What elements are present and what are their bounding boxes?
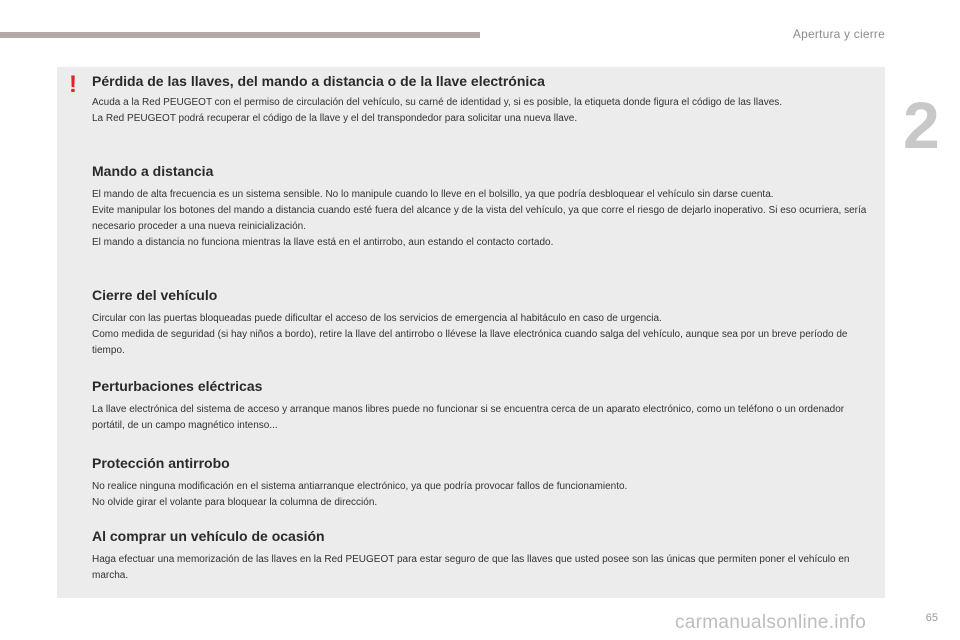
section-vehicle-locking: [92, 287, 877, 359]
section-paragraph: Haga efectuar una memorización de las llaves en la Red PEUGEOT para estar seguro de que las llaves que usted posee son las únicas que permiten poner el vehículo en marcha.: [92, 554, 850, 581]
section-paragraph: Circular con las puertas bloqueadas puede dificultar el acceso de los servicios de emergencia al habitáculo en caso de urgencia.: [92, 313, 662, 324]
section-paragraph: Evite manipular los botones del mando a distancia cuando esté fuera del alcance y de la vista del vehículo, ya que corre el riesgo de dejarlo inoperativo. Si eso ocurriera, sería necesario proceder a una nueva reinicialización.: [92, 205, 867, 232]
section-paragraph: La llave electrónica del sistema de acceso y arranque manos libres puede no funcionar si se encuentra cerca de un aparato electrónico, como un teléfono o un ordenador portátil, de un campo magnético intenso...: [92, 404, 845, 431]
warning-title: Pérdida de las llaves, del mando a distancia o de la llave electrónica: [92, 73, 545, 89]
info-panel: [57, 67, 885, 598]
warning-paragraph: Acuda a la Red PEUGEOT con el permiso de circulación del vehículo, su carné de identidad y, si es posible, la etiqueta donde figura el código de las llaves.: [92, 97, 783, 108]
exclamation-icon: !: [69, 71, 77, 98]
section-paragraph: No realice ninguna modificación en el sistema antiarranque electrónico, ya que podría provocar fallos de funcionamiento.: [92, 481, 628, 492]
top-decorative-bar: [0, 32, 480, 38]
section-antitheft: [92, 455, 877, 511]
section-paragraph: El mando a distancia no funciona mientras la llave está en el antirrobo, aun estando el contacto cortado.: [92, 237, 554, 248]
section-heading: Mando a distancia: [92, 163, 214, 179]
section-remote-control: [92, 163, 877, 251]
warning-paragraph: La Red PEUGEOT podrá recuperar el código de la llave y el del transpondedor para solicitar una nueva llave.: [92, 113, 578, 124]
section-heading: Perturbaciones eléctricas: [92, 378, 263, 394]
section-title: Apertura y cierre: [792, 27, 885, 41]
section-heading: Protección antirrobo: [92, 455, 230, 471]
chapter-number: 2: [903, 88, 940, 162]
page-number: 65: [925, 612, 938, 624]
section-electrical-interference: [92, 378, 877, 434]
section-heading: Cierre del vehículo: [92, 287, 218, 303]
section-paragraph: El mando de alta frecuencia es un sistema sensible. No lo manipule cuando lo lleve en el bolsillo, ya que podría desbloquear el vehículo sin darse cuenta.: [92, 189, 774, 200]
section-paragraph: Como medida de seguridad (si hay niños a bordo), retire la llave del antirrobo o llévese la llave electrónica cuando salga del vehículo, aunque sea por un breve período de tiempo.: [92, 329, 848, 356]
warning-block: [92, 73, 872, 127]
section-paragraph: No olvide girar el volante para bloquear la columna de dirección.: [92, 497, 378, 508]
watermark-text: carmanualsonline.info: [675, 612, 867, 633]
section-used-vehicle: [92, 528, 877, 584]
section-heading: Al comprar un vehículo de ocasión: [92, 528, 325, 544]
